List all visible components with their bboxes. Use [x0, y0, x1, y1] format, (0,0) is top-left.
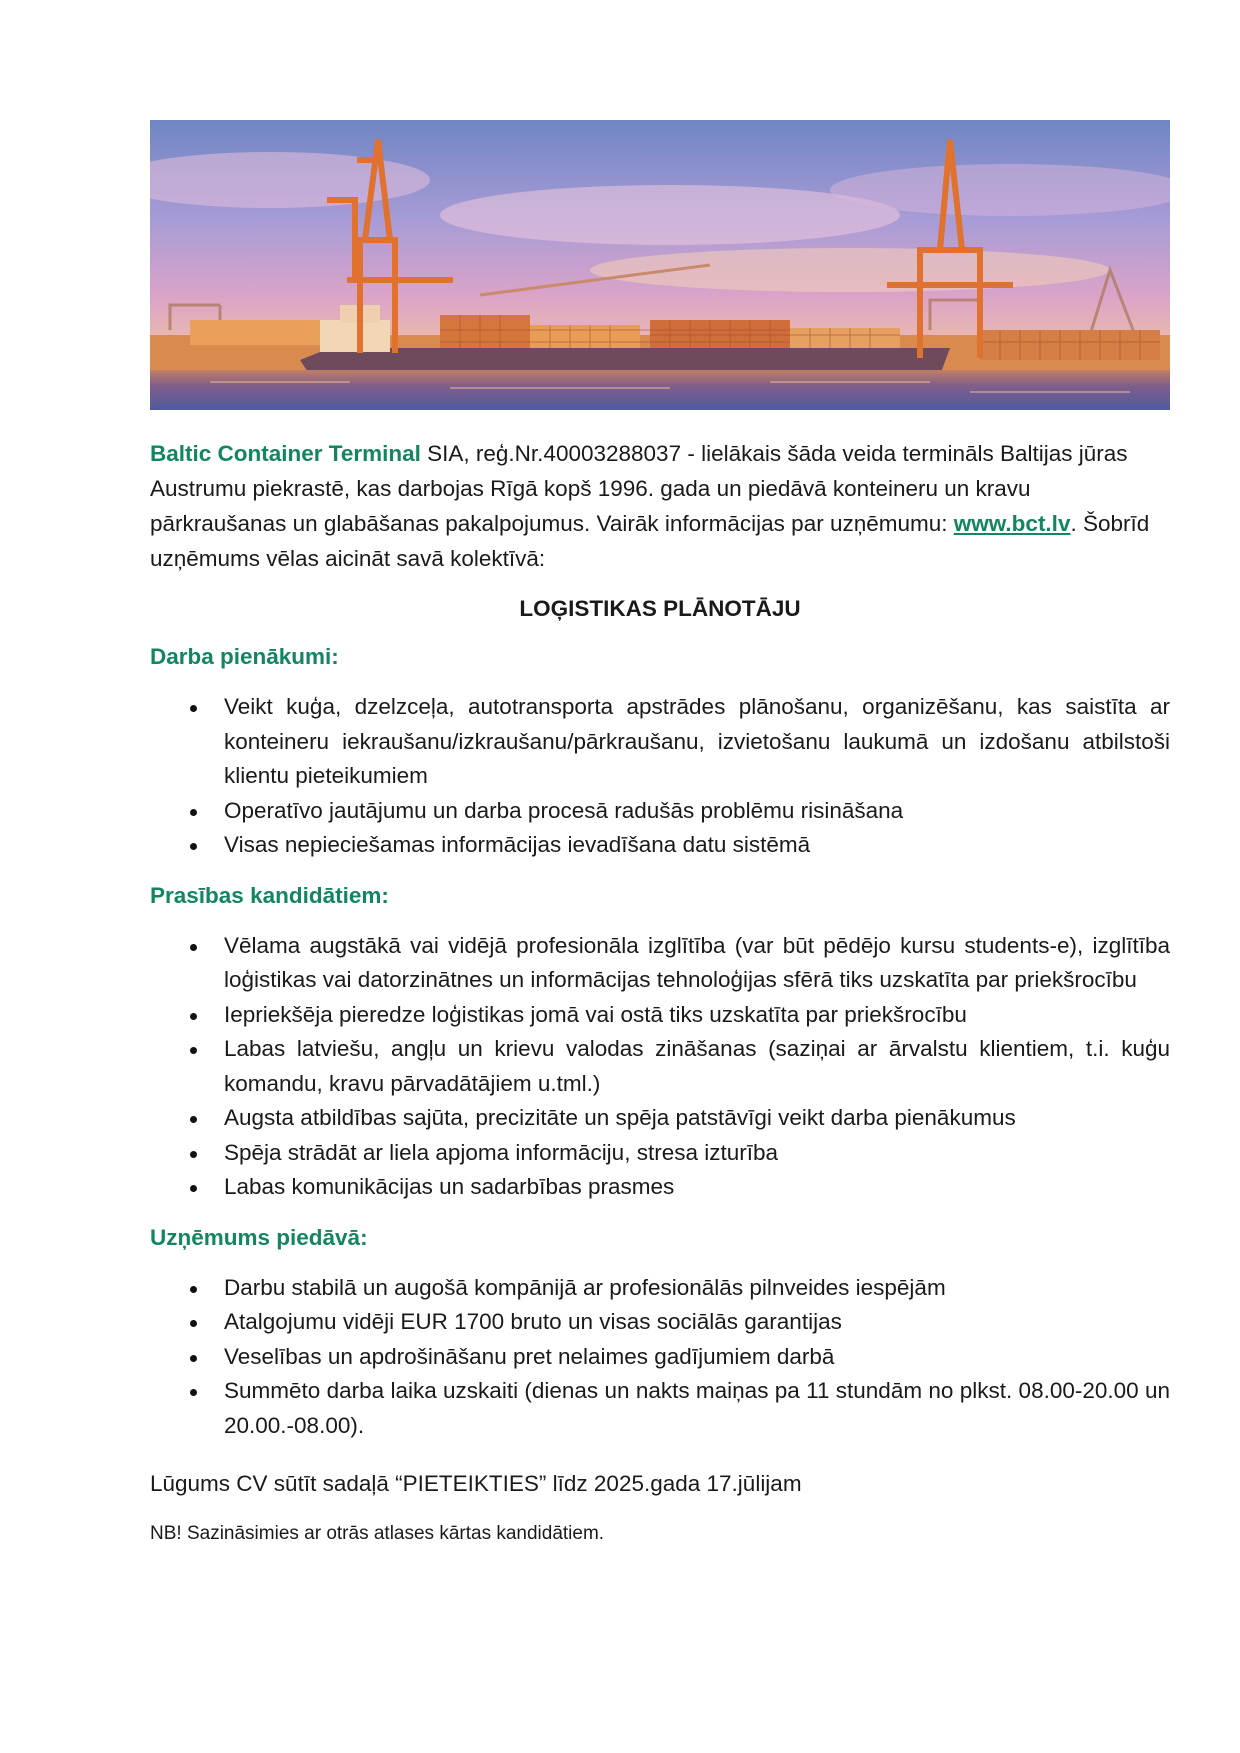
- hero-port-image: [150, 120, 1170, 410]
- bullet-dot-icon: [190, 843, 197, 850]
- company-intro: [150, 436, 1170, 576]
- list-item: Iepriekšēja pieredze loģistikas jomā vai ostā tiks uzskatīta par priekšrocību: [224, 998, 1170, 1033]
- section-heading-offer: Uzņēmums piedāvā:: [150, 1224, 368, 1250]
- offer-list: [150, 1271, 1170, 1444]
- list-item: Atalgojumu vidēji EUR 1700 bruto un visas sociālās garantijas: [224, 1305, 1170, 1340]
- duties-list: [150, 690, 1170, 863]
- bullet-dot-icon: [190, 1013, 197, 1020]
- bullet-dot-icon: [190, 1151, 197, 1158]
- section-heading-duties: Darba pienākumi:: [150, 644, 339, 669]
- bullet-dot-icon: [190, 944, 197, 951]
- list-item: Summēto darba laika uzskaiti (dienas un nakts maiņas pa 11 stundām no plkst. 08.00-20.00 un 20.00.-08.00).: [224, 1374, 1170, 1443]
- nb-note: NB! Sazināsimies ar otrās atlases kārtas kandidātiem.: [150, 1523, 605, 1544]
- list-item: Labas latviešu, angļu un krievu valodas zināšanas (saziņai ar ārvalstu klientiem, t.i. kuģu komandu, kravu pārvadātājiem u.tml.): [224, 1032, 1170, 1101]
- intro-text-part2: . Šobrīd uzņēmums vēlas aicināt savā kolektīvā:: [150, 511, 1150, 571]
- job-title: LOĢISTIKAS PLĀNOTĀJU: [519, 596, 801, 621]
- intro-text-part1: SIA, reģ.Nr.40003288037 - lielākais šāda veida termināls Baltijas jūras Austrumu piekrastē, kas darbojas Rīgā kopš 1996. gada un piedāvā konteineru un kravu pārkraušanas un glabāšanas pakalpojumus. Vairāk informācijas par uzņēmumu:: [150, 441, 1128, 536]
- section-heading-requirements: Prasības kandidātiem:: [150, 882, 389, 908]
- company-website-link[interactable]: www.bct.lv: [953, 511, 1071, 536]
- bullet-dot-icon: [190, 1355, 197, 1362]
- list-item: Augsta atbildības sajūta, precizitāte un spēja patstāvīgi veikt darba pienākumus: [224, 1101, 1170, 1136]
- list-item: Visas nepieciešamas informācijas ievadīšana datu sistēmā: [224, 828, 1170, 863]
- list-item: Vēlama augstākā vai vidējā profesionāla izglītība (var būt pēdējo kursu students-e), izglītība loģistikas vai datorzinātnes un informācijas tehnoloģijas sfērā tiks uzskatīta par priekšrocību: [224, 929, 1170, 998]
- list-item: Spēja strādāt ar liela apjoma informāciju, stresa izturība: [224, 1136, 1170, 1171]
- bullet-dot-icon: [190, 705, 197, 712]
- requirements-list: [150, 929, 1170, 1205]
- bullet-dot-icon: [190, 1389, 197, 1396]
- list-item: Labas komunikācijas un sadarbības prasmes: [224, 1170, 1170, 1205]
- list-item: Operatīvo jautājumu un darba procesā radušās problēmu risināšana: [224, 794, 1170, 829]
- bullet-dot-icon: [190, 1286, 197, 1293]
- bullet-dot-icon: [190, 809, 197, 816]
- apply-instructions: Lūgums CV sūtīt sadaļā “PIETEIKTIES” līdz 2025.gada 17.jūlijam: [150, 1471, 802, 1496]
- list-item: Darbu stabilā un augošā kompānijā ar profesionālās pilnveides iespējām: [224, 1271, 1170, 1306]
- list-item: Veikt kuģa, dzelzceļa, autotransporta apstrādes plānošanu, organizēšanu, kas saistīta ar konteineru iekraušanu/izkraušanu/pārkraušanu, izvietošanu laukumā un izdošanu atbilstoši klientu pieteikumiem: [224, 690, 1170, 794]
- company-name: Baltic Container Terminal: [150, 441, 421, 466]
- list-item: Veselības un apdrošināšanu pret nelaimes gadījumiem darbā: [224, 1340, 1170, 1375]
- bullet-dot-icon: [190, 1320, 197, 1327]
- bullet-dot-icon: [190, 1185, 197, 1192]
- job-posting: [150, 120, 1170, 1547]
- bullet-dot-icon: [190, 1047, 197, 1054]
- bullet-dot-icon: [190, 1116, 197, 1123]
